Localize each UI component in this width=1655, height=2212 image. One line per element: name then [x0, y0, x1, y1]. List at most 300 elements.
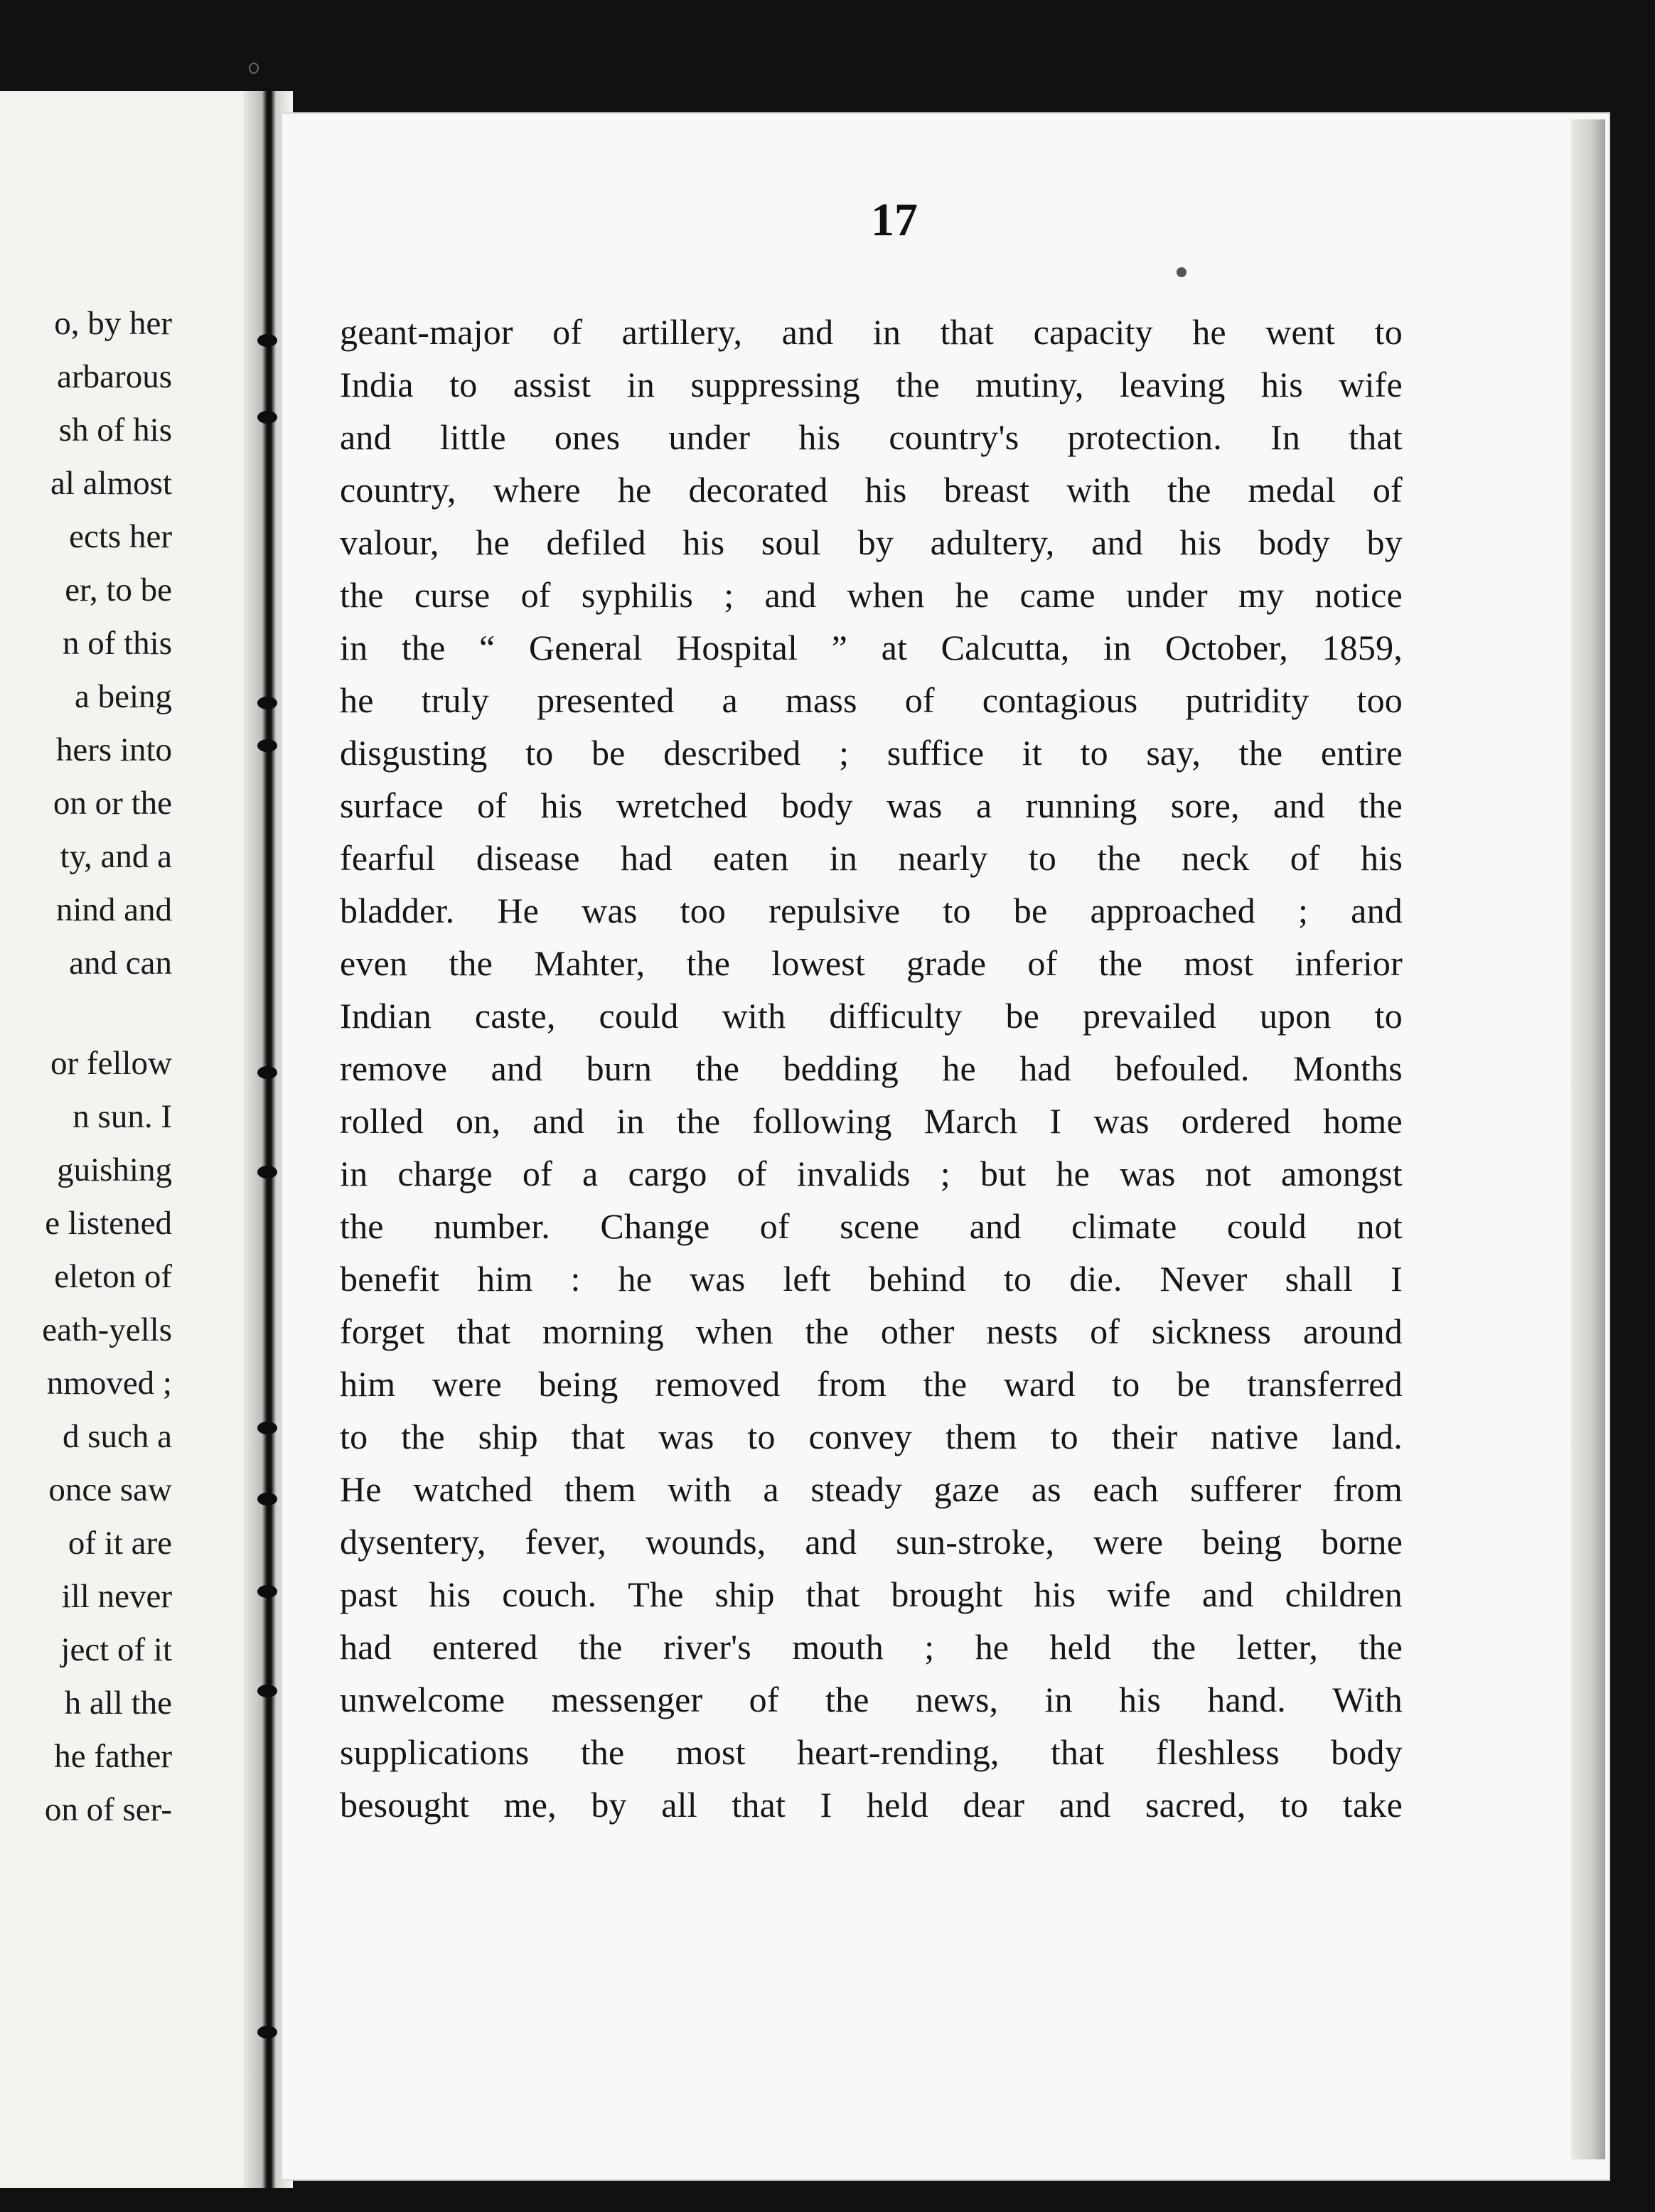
left-page-line: eleton of: [54, 1258, 172, 1295]
word: to: [747, 1417, 776, 1456]
word: “: [479, 628, 496, 667]
word: supplications: [340, 1732, 530, 1772]
word: notice: [1314, 575, 1403, 615]
word: sufferer: [1190, 1469, 1302, 1509]
word: behind: [868, 1259, 967, 1299]
word: wife: [1107, 1574, 1171, 1614]
word: disease: [476, 838, 580, 878]
word: medal: [1248, 470, 1336, 510]
word: and: [1351, 891, 1403, 930]
word: convey: [808, 1417, 913, 1456]
word: in: [626, 365, 655, 404]
word: upon: [1259, 996, 1332, 1036]
text-line: [340, 569, 1403, 621]
word: of: [520, 575, 551, 615]
left-page-line: hers into: [55, 731, 172, 768]
word: capacity: [1033, 312, 1153, 352]
word: unwelcome: [340, 1680, 505, 1719]
binding-stitch: [257, 697, 277, 709]
binding-stitch: [257, 1493, 277, 1505]
left-page-line: h all the: [64, 1685, 172, 1722]
word: from: [817, 1364, 887, 1404]
word: he: [1192, 312, 1226, 352]
word: in: [829, 838, 858, 878]
word: as: [1031, 1469, 1061, 1509]
word: in: [340, 628, 368, 667]
word: his: [682, 522, 725, 562]
word: benefit: [340, 1259, 440, 1299]
word: his: [864, 470, 907, 510]
word: geant-major: [340, 312, 513, 352]
word: with: [1066, 470, 1130, 510]
word: ward: [1003, 1364, 1076, 1404]
word: was: [582, 891, 638, 930]
left-page-line: n sun. I: [73, 1098, 172, 1135]
word: messenger: [551, 1680, 703, 1719]
text-line: [340, 1515, 1403, 1568]
word: the: [1098, 943, 1143, 983]
word: being: [538, 1364, 618, 1404]
word: his: [798, 417, 841, 457]
word: the: [805, 1311, 850, 1351]
word: The: [628, 1574, 684, 1614]
word: him: [340, 1364, 396, 1404]
word: repulsive: [768, 891, 901, 930]
word: and: [491, 1048, 543, 1088]
word: too: [1356, 680, 1403, 720]
word: were: [1093, 1522, 1164, 1562]
word: :: [570, 1259, 581, 1299]
word: to: [1374, 996, 1403, 1036]
word: his: [1119, 1680, 1161, 1719]
word: had: [620, 838, 673, 878]
binding-stitch: [257, 334, 277, 347]
text-line: [340, 358, 1403, 411]
text-line: [340, 621, 1403, 674]
word: were: [432, 1364, 502, 1404]
word: of: [749, 1680, 779, 1719]
word: of: [1372, 470, 1403, 510]
word: mass: [785, 680, 857, 720]
word: of: [552, 312, 583, 352]
word: the: [340, 1206, 384, 1246]
word: entered: [432, 1627, 538, 1667]
word: was: [1093, 1101, 1150, 1141]
text-line: [340, 832, 1403, 884]
word: besought: [340, 1785, 470, 1825]
word: his: [1361, 838, 1403, 878]
word: sore,: [1170, 785, 1240, 825]
word: that: [571, 1417, 626, 1456]
word: be: [591, 733, 626, 773]
word: ;: [724, 575, 734, 615]
word: remove: [340, 1048, 448, 1088]
word: Calcutta,: [941, 628, 1070, 667]
left-page-line: n of this: [62, 625, 172, 662]
word: country,: [340, 470, 456, 510]
word: suffice: [887, 733, 985, 773]
word: to: [1280, 1785, 1309, 1825]
binding-stitch: [257, 411, 277, 424]
word: that: [805, 1574, 860, 1614]
text-line: [340, 1568, 1403, 1621]
word: the: [401, 628, 446, 667]
word: news,: [915, 1680, 999, 1719]
left-page-line: sh of his: [58, 412, 172, 449]
word: neck: [1182, 838, 1250, 878]
word: of: [737, 1154, 767, 1193]
word: the: [686, 943, 731, 983]
word: his: [540, 785, 583, 825]
word: land.: [1332, 1417, 1403, 1456]
word: even: [340, 943, 408, 983]
text-line: [340, 989, 1403, 1042]
word: adultery,: [930, 522, 1055, 562]
word: of: [759, 1206, 790, 1246]
word: curse: [414, 575, 491, 615]
word: most: [1184, 943, 1254, 983]
word: he: [476, 522, 510, 562]
word: he: [942, 1048, 976, 1088]
word: valour,: [340, 522, 439, 562]
word: his: [429, 1574, 471, 1614]
word: difficulty: [829, 996, 963, 1036]
ink-speck: [1177, 267, 1187, 277]
word: wounds,: [645, 1522, 766, 1562]
left-page-line: nind and: [55, 891, 172, 928]
word: the: [825, 1680, 869, 1719]
word: held: [866, 1785, 928, 1825]
word: and: [340, 417, 392, 457]
word: and: [1273, 785, 1325, 825]
word: October,: [1164, 628, 1288, 667]
word: the: [449, 943, 493, 983]
binding-stitch: [257, 2026, 277, 2039]
word: his: [1034, 1574, 1076, 1614]
word: of: [1027, 943, 1058, 983]
word: ordered: [1181, 1101, 1291, 1141]
word: morning: [542, 1311, 664, 1351]
binding-stitch: [257, 1066, 277, 1079]
left-page-line: on of ser-: [44, 1791, 172, 1828]
word: Never: [1159, 1259, 1248, 1299]
word: a: [582, 1154, 599, 1193]
text-line: [340, 1463, 1403, 1515]
word: I: [1049, 1101, 1062, 1141]
word: hand.: [1207, 1680, 1286, 1719]
word: and: [764, 575, 817, 615]
left-page-line: arbarous: [57, 358, 172, 395]
word: he: [1056, 1154, 1091, 1193]
text-line: [340, 1358, 1403, 1410]
word: befouled.: [1115, 1048, 1250, 1088]
left-page-line: ty, and a: [60, 838, 172, 875]
word: soul: [761, 522, 821, 562]
word: a: [722, 680, 738, 720]
word: prevailed: [1083, 996, 1216, 1036]
word: ;: [940, 1154, 950, 1193]
left-page-line: of it are: [68, 1525, 172, 1562]
word: the: [401, 1417, 445, 1456]
word: on,: [455, 1101, 501, 1141]
word: leaving: [1119, 365, 1226, 404]
text-line: [340, 1726, 1403, 1778]
text-line: [340, 1200, 1403, 1252]
text-line: [340, 1673, 1403, 1726]
word: came: [1019, 575, 1096, 615]
word: country's: [889, 417, 1019, 457]
word: the: [676, 1101, 721, 1141]
word: body: [781, 785, 853, 825]
word: the: [580, 1732, 625, 1772]
word: forget: [340, 1311, 425, 1351]
word: that: [940, 312, 995, 352]
word: it: [1022, 733, 1042, 773]
word: under: [1126, 575, 1208, 615]
word: that: [1050, 1732, 1105, 1772]
left-page-line: guishing: [57, 1151, 172, 1188]
word: to: [1003, 1259, 1032, 1299]
word: eaten: [713, 838, 789, 878]
word: me,: [503, 1785, 557, 1825]
word: the: [1359, 1627, 1403, 1667]
word: I: [820, 1785, 832, 1825]
word: in: [340, 1154, 368, 1193]
word: 1859,: [1322, 628, 1403, 667]
page-number: 17: [871, 194, 918, 246]
word: and: [781, 312, 834, 352]
word: at: [881, 628, 908, 667]
word: too: [680, 891, 727, 930]
left-page-line: e listened: [45, 1205, 172, 1242]
word: described: [663, 733, 801, 773]
word: inferior: [1295, 943, 1403, 983]
word: fever,: [525, 1522, 606, 1562]
word: climate: [1071, 1206, 1177, 1246]
word: nests: [986, 1311, 1059, 1351]
word: the: [896, 365, 940, 404]
word: be: [1013, 891, 1048, 930]
word: in: [1103, 628, 1132, 667]
word: Months: [1292, 1048, 1403, 1088]
word: the: [923, 1364, 968, 1404]
word: Indian: [340, 996, 432, 1036]
word: the: [1359, 785, 1403, 825]
word: other: [880, 1311, 955, 1351]
word: little: [439, 417, 506, 457]
word: them: [945, 1417, 1017, 1456]
word: breast: [943, 470, 1030, 510]
word: to: [943, 891, 971, 930]
word: of: [904, 680, 935, 720]
word: and: [1201, 1574, 1254, 1614]
word: them: [564, 1469, 636, 1509]
word: fearful: [340, 838, 436, 878]
left-page-line: and can: [69, 945, 172, 982]
word: by: [591, 1785, 627, 1825]
text-line: [340, 726, 1403, 779]
word: caste,: [474, 996, 556, 1036]
left-page-line: he father: [54, 1738, 172, 1775]
word: charge: [397, 1154, 493, 1193]
left-page-line: al almost: [50, 465, 172, 502]
binding-stitch: [257, 1422, 277, 1434]
word: removed: [655, 1364, 781, 1404]
left-page-line: ill never: [61, 1578, 172, 1615]
word: past: [340, 1574, 398, 1614]
left-page-line: eath-yells: [42, 1311, 172, 1348]
word: entire: [1320, 733, 1403, 773]
word: He: [497, 891, 540, 930]
word: be: [1177, 1364, 1211, 1404]
word: from: [1332, 1469, 1403, 1509]
word: surface: [340, 785, 444, 825]
word: bladder.: [340, 891, 455, 930]
word: sun-stroke,: [896, 1522, 1055, 1562]
text-line: [340, 674, 1403, 726]
word: wretched: [616, 785, 748, 825]
word: to: [1080, 733, 1108, 773]
word: held: [1049, 1627, 1112, 1667]
word: to: [340, 1417, 368, 1456]
word: sacred,: [1145, 1785, 1246, 1825]
word: ;: [839, 733, 850, 773]
word: shall: [1285, 1259, 1354, 1299]
text-line: [340, 779, 1403, 832]
word: assist: [513, 365, 591, 404]
text-line: [340, 1095, 1403, 1147]
word: to: [1112, 1364, 1140, 1404]
word: bedding: [783, 1048, 899, 1088]
word: in: [1044, 1680, 1073, 1719]
word: ;: [1297, 891, 1309, 930]
word: his: [1260, 365, 1303, 404]
word: suppressing: [690, 365, 860, 404]
word: body: [1258, 522, 1330, 562]
word: transferred: [1247, 1364, 1403, 1404]
word: each: [1093, 1469, 1159, 1509]
word: artillery,: [621, 312, 743, 352]
word: General: [528, 628, 643, 667]
word: but: [980, 1154, 1027, 1193]
word: number.: [434, 1206, 550, 1246]
word: and: [532, 1101, 584, 1141]
word: ship: [714, 1574, 775, 1614]
word: to: [1028, 838, 1057, 878]
word: cargo: [628, 1154, 707, 1193]
word: had: [340, 1627, 392, 1667]
word: the: [340, 575, 384, 615]
word: the: [1152, 1627, 1196, 1667]
word: when: [695, 1311, 773, 1351]
word: steady: [810, 1469, 903, 1509]
word: not: [1205, 1154, 1251, 1193]
word: to: [449, 365, 478, 404]
text-line: [340, 1305, 1403, 1358]
text-line: [340, 306, 1403, 358]
word: native: [1211, 1417, 1299, 1456]
text-line: [340, 463, 1403, 516]
word: of: [1090, 1311, 1120, 1351]
word: dear: [963, 1785, 1025, 1825]
word: and: [1091, 522, 1143, 562]
word: he: [617, 470, 652, 510]
word: mouth: [792, 1627, 884, 1667]
word: that: [732, 1785, 786, 1825]
word: running: [1025, 785, 1137, 825]
word: was: [690, 1259, 746, 1299]
word: his: [1179, 522, 1222, 562]
text-line: [340, 1042, 1403, 1095]
word: wife: [1339, 365, 1403, 404]
word: brought: [891, 1574, 1003, 1614]
word: the: [1167, 470, 1211, 510]
word: approached: [1090, 891, 1255, 930]
word: my: [1238, 575, 1285, 615]
left-page-line: a being: [74, 678, 172, 715]
word: where: [493, 470, 581, 510]
word: putridity: [1185, 680, 1309, 720]
text-line: [340, 937, 1403, 989]
word: was: [1120, 1154, 1176, 1193]
left-page-line: or fellow: [50, 1045, 172, 1082]
word: rolled: [340, 1101, 424, 1141]
word: to: [525, 733, 554, 773]
word: be: [1005, 996, 1040, 1036]
word: Change: [600, 1206, 710, 1246]
word: not: [1356, 1206, 1403, 1246]
word: following: [752, 1101, 892, 1141]
word: watched: [413, 1469, 533, 1509]
word: truly: [421, 680, 490, 720]
word: by: [1366, 522, 1403, 562]
word: a: [763, 1469, 779, 1509]
word: with: [668, 1469, 732, 1509]
word: under: [668, 417, 751, 457]
word: disgusting: [340, 733, 488, 773]
text-line: [340, 1778, 1403, 1831]
word: had: [1019, 1048, 1072, 1088]
word: presented: [537, 680, 675, 720]
word: sickness: [1151, 1311, 1272, 1351]
word: protection.: [1067, 417, 1222, 457]
word: being: [1202, 1522, 1282, 1562]
word: He: [340, 1469, 382, 1509]
text-line: [340, 1147, 1403, 1200]
word: heart-rending,: [796, 1732, 1000, 1772]
word: all: [661, 1785, 697, 1825]
left-page-text: [0, 297, 172, 1837]
text-line: [340, 1621, 1403, 1673]
word: ship: [478, 1417, 538, 1456]
word: syphilis: [581, 575, 694, 615]
word: Mahter,: [534, 943, 646, 983]
word: he: [975, 1627, 1009, 1667]
word: was: [887, 785, 943, 825]
word: of: [477, 785, 508, 825]
word: around: [1302, 1311, 1403, 1351]
left-page-line: d such a: [62, 1418, 172, 1455]
word: burn: [586, 1048, 653, 1088]
word: left: [783, 1259, 831, 1299]
left-facing-page: [0, 91, 263, 2188]
left-page-line: on or the: [53, 785, 172, 822]
word: dysentery,: [340, 1522, 486, 1562]
binding-stitch: [257, 1685, 277, 1697]
word: to: [1050, 1417, 1078, 1456]
word: home: [1323, 1101, 1403, 1141]
word: of: [522, 1154, 552, 1193]
